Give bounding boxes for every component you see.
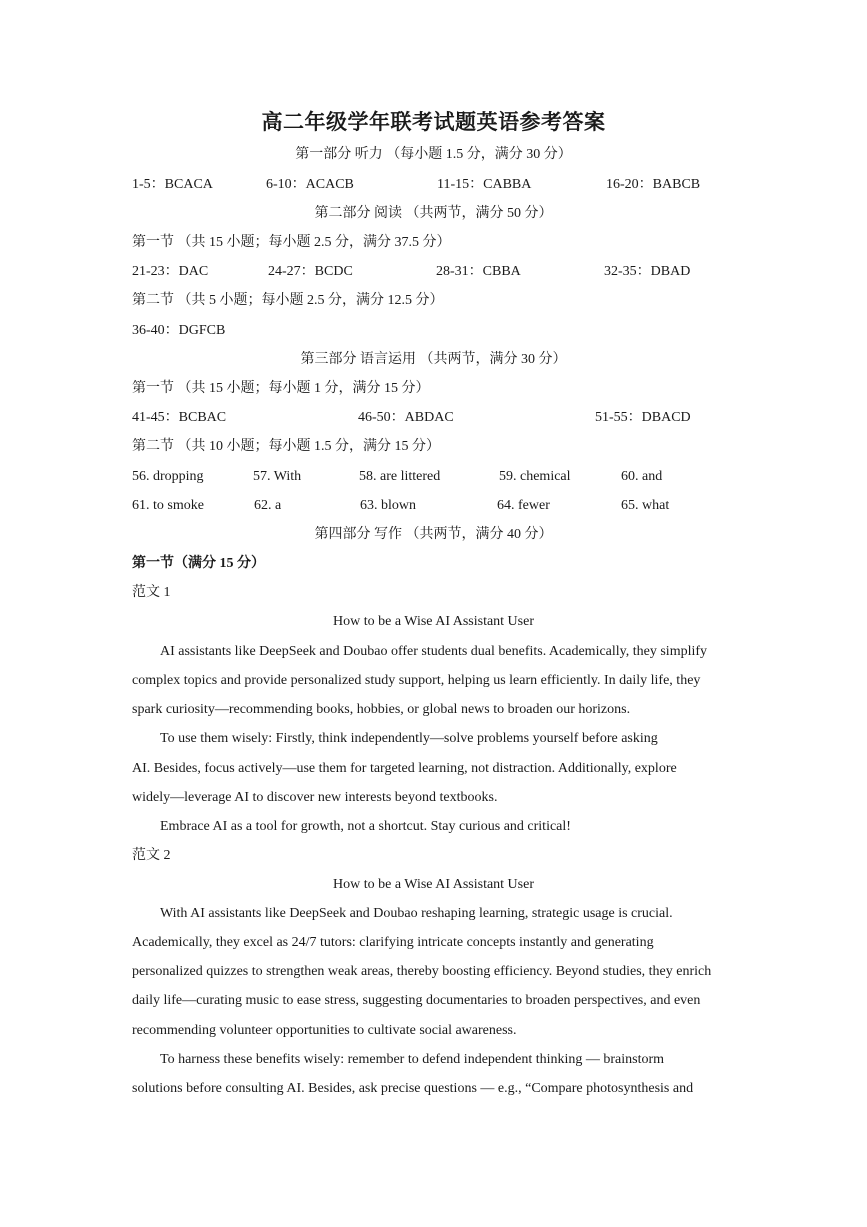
answer-58: 58. are littered (359, 469, 441, 484)
part2-section1-heading: 第一节 （共 15 小题；每小题 2.5 分，满分 37.5 分） (132, 235, 451, 250)
part4-section1-heading: 第一节（满分 15 分） (132, 556, 265, 571)
answer-32-35: 32-35：DBAD (604, 264, 691, 279)
answer-6-10: 6-10：ACACB (266, 177, 354, 192)
sample2-label: 范文 2 (132, 848, 171, 863)
sample2-title: How to be a Wise AI Assistant User (333, 877, 534, 892)
sample1-label: 范文 1 (132, 585, 171, 600)
answer-24-27: 24-27：BCDC (268, 264, 353, 279)
answer-64: 64. fewer (497, 498, 550, 513)
answer-59: 59. chemical (499, 469, 571, 484)
sample1-paragraph2-line2: AI. Besides, focus actively—use them for targeted learning, not distraction. Additionally, explore (132, 761, 677, 776)
sample1-title: How to be a Wise AI Assistant User (333, 614, 534, 629)
sample1-paragraph2-line3: widely—leverage AI to discover new interests beyond textbooks. (132, 790, 498, 805)
sample2-paragraph1-line1: With AI assistants like DeepSeek and Doubao reshaping learning, strategic usage is crucial. (160, 906, 673, 921)
answer-46-50: 46-50：ABDAC (358, 410, 454, 425)
sample1-paragraph2-line1: To use them wisely: Firstly, think independently—solve problems yourself before asking (160, 731, 658, 746)
sample1-paragraph1-line3: spark curiosity—recommending books, hobbies, or global news to broaden our horizons. (132, 702, 631, 717)
answer-63: 63. blown (360, 498, 416, 513)
sample2-paragraph1-line5: recommending volunteer opportunities to cultivate social awareness. (132, 1023, 517, 1038)
answer-28-31: 28-31：CBBA (436, 264, 521, 279)
part3-heading: 第三部分 语言运用 （共两节，满分 30 分） (300, 352, 567, 367)
document-title: 高二年级学年联考试题英语参考答案 (261, 110, 606, 134)
sample2-paragraph1-line3: personalized quizzes to strengthen weak areas, thereby boosting efficiency. Beyond studies, they enrich (132, 964, 712, 979)
part4-heading: 第四部分 写作 （共两节，满分 40 分） (314, 527, 553, 542)
answer-36-40: 36-40：DGFCB (132, 323, 226, 338)
answer-51-55: 51-55：DBACD (595, 410, 691, 425)
answer-62: 62. a (254, 498, 282, 513)
part2-section2-heading: 第二节 （共 5 小题；每小题 2.5 分，满分 12.5 分） (132, 293, 444, 308)
part3-section2-heading: 第二节 （共 10 小题；每小题 1.5 分，满分 15 分） (132, 439, 440, 454)
answer-21-23: 21-23：DAC (132, 264, 209, 279)
sample2-paragraph2-line1: To harness these benefits wisely: remember to defend independent thinking — brainstorm (160, 1052, 665, 1067)
answer-16-20: 16-20：BABCB (606, 177, 701, 192)
sample2-paragraph1-line2: Academically, they excel as 24/7 tutors: clarifying intricate concepts instantly and generating (132, 935, 654, 950)
sample1-paragraph3: Embrace AI as a tool for growth, not a shortcut. Stay curious and critical! (160, 819, 571, 834)
part3-section1-heading: 第一节 （共 15 小题；每小题 1 分，满分 15 分） (132, 381, 430, 396)
answer-11-15: 11-15：CABBA (437, 177, 532, 192)
sample1-paragraph1-line2: complex topics and provide personalized study support, helping us learn efficiently. In daily life, they (132, 673, 701, 688)
part2-heading: 第二部分 阅读 （共两节，满分 50 分） (314, 206, 553, 221)
answer-60: 60. and (621, 469, 663, 484)
answer-56: 56. dropping (132, 469, 204, 484)
answer-65: 65. what (621, 498, 670, 513)
answer-41-45: 41-45：BCBAC (132, 410, 227, 425)
answer-1-5: 1-5：BCACA (132, 177, 213, 192)
answer-61: 61. to smoke (132, 498, 204, 513)
part1-heading: 第一部分 听力 （每小题 1.5 分，满分 30 分） (295, 147, 572, 162)
sample2-paragraph2-line2: solutions before consulting AI. Besides, ask precise questions — e.g., “Compare photosynthesis and (132, 1081, 694, 1096)
sample1-paragraph1-line1: AI assistants like DeepSeek and Doubao offer students dual benefits. Academically, they simplify (160, 644, 708, 659)
answer-57: 57. With (253, 469, 302, 484)
sample2-paragraph1-line4: daily life—curating music to ease stress, suggesting documentaries to broaden perspectives, and even (132, 993, 701, 1008)
